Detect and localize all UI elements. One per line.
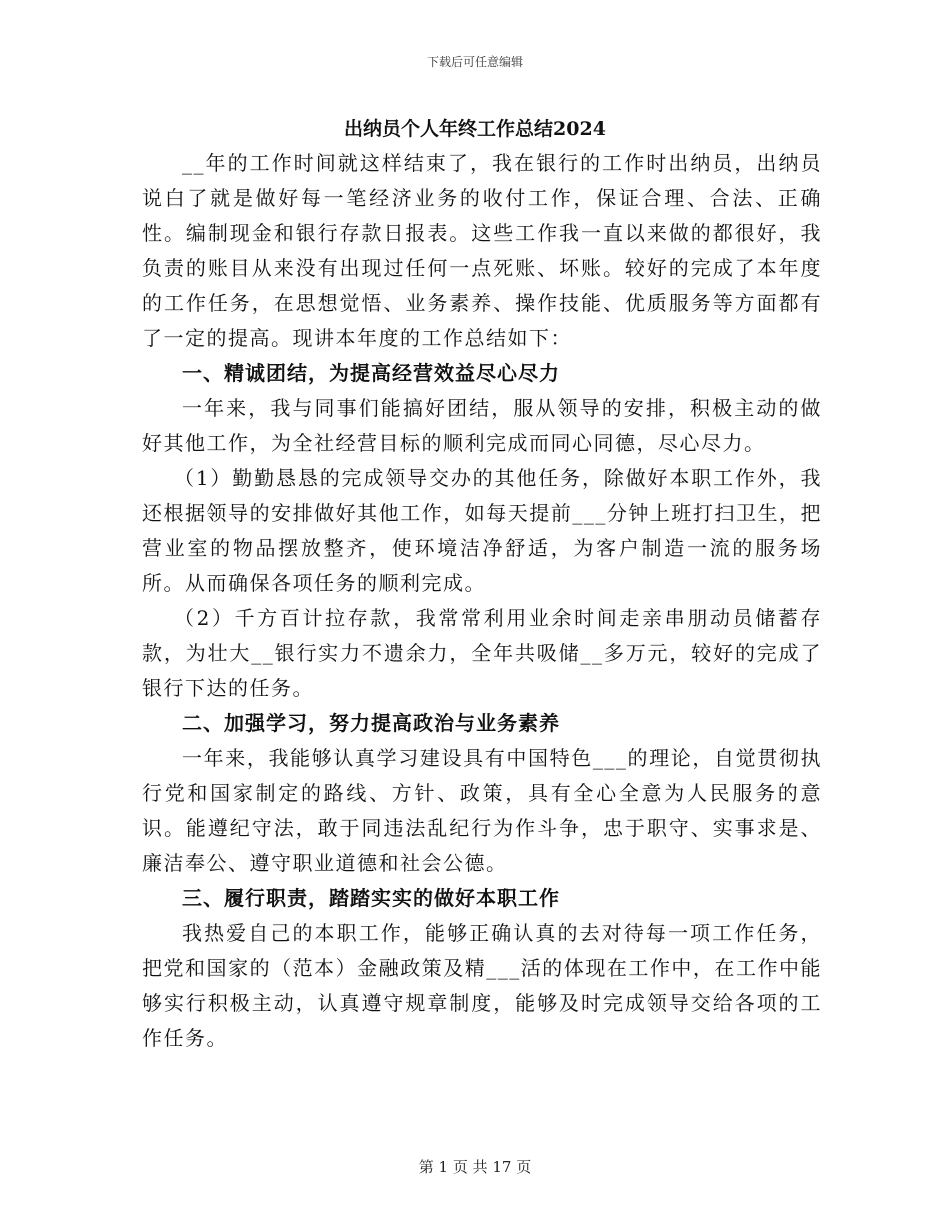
intro-paragraph: __年的工作时间就这样结束了，我在银行的工作时出纳员，出纳员说白了就是做好每一笔经济业务的收付工作，保证合理、合法、正确性。编制现金和银行存款日报表。这些工作我一直以来做的都很好，我负责的账目从来没有出现过任何一点死账、坏账。较好的完成了本年度的工作任务，在思想觉悟、业务素养、操作技能、优质服务等方面都有了一定的提高。现讲本年度的工作总结如下： [142,151,822,350]
section-heading-1: 一、精诚团结，为提高经营效益尽心尽力 [182,361,560,385]
section-heading-2: 二、加强学习，努力提高政治与业务素养 [182,711,560,735]
document-body [142,146,822,1056]
page-number: 第 1 页 共 17 页 [418,1158,532,1176]
section-heading-3: 三、履行职责，踏踏实实的做好本职工作 [182,886,560,910]
section-1-paragraph-3: （2）千方百计拉存款，我常常利用业余时间走亲串朋动员储蓄存款，为壮大__银行实力不遗余力，全年共吸储__多万元，较好的完成了银行下达的任务。 [142,606,822,700]
section-1-paragraph-2: （1）勤勤恳恳的完成领导交办的其他任务，除做好本职工作外，我还根据领导的安排做好其他工作，如每天提前___分钟上班打扫卫生，把营业室的物品摆放整齐，使环境洁净舒适，为客户制造一流的服务场所。从而确保各项任务的顺利完成。 [142,466,822,595]
section-2-paragraph-1: 一年来，我能够认真学习建设具有中国特色___的理论，自觉贯彻执行党和国家制定的路线、方针、政策，具有全心全意为人民服务的意识。能遵纪守法，敢于同违法乱纪行为作斗争，忠于职守、实事求是、廉洁奉公、遵守职业道德和社会公德。 [142,746,822,875]
section-1-paragraph-1: 一年来，我与同事们能搞好团结，服从领导的安排，积极主动的做好其他工作，为全社经营目标的顺利完成而同心同德，尽心尽力。 [142,396,822,455]
document-title: 出纳员个人年终工作总结2024 [344,118,606,140]
page-header-note: 下载后可任意编辑 [426,55,523,69]
section-3-paragraph-1: 我热爱自己的本职工作，能够正确认真的去对待每一项工作任务，把党和国家的（范本）金融政策及精___活的体现在工作中，在工作中能够实行积极主动，认真遵守规章制度，能够及时完成领导交给各项的工作任务。 [142,921,822,1050]
